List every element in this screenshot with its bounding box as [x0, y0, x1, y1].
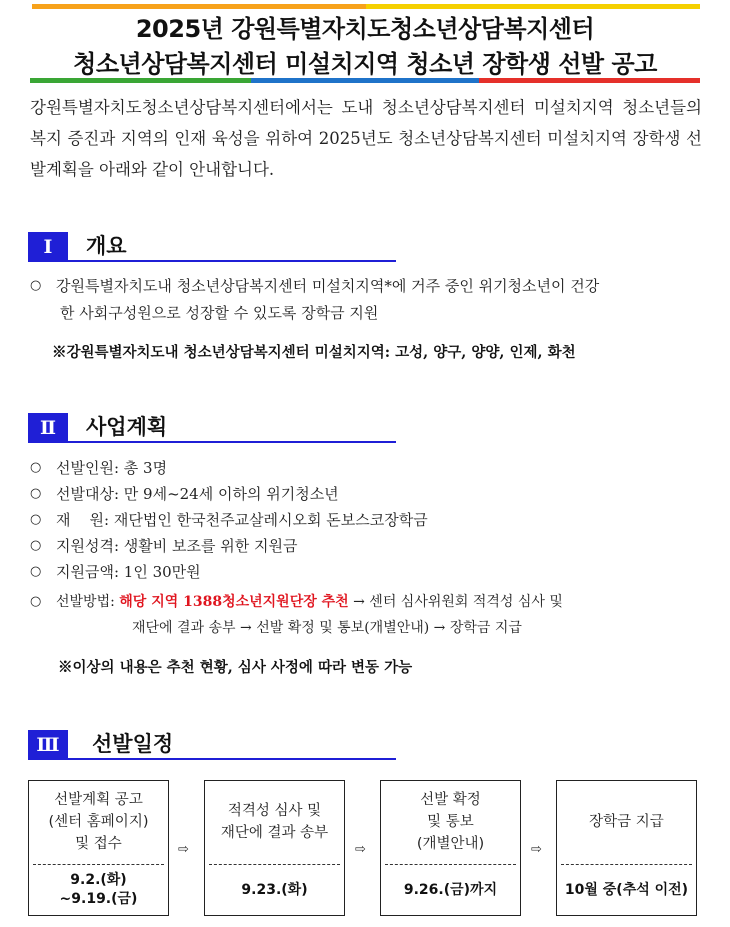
plan-item-6-label: 선발방법:	[56, 594, 120, 610]
step-1-date-end: ~9.19.(금)	[59, 891, 138, 907]
schedule-flow	[28, 780, 698, 920]
intro-paragraph: 강원특별자치도청소년상담복지센터에서는 도내 청소년상담복지센터 미설치지역 청소년들의 복지 증진과 지역의 인재 육성을 위하여 2025년도 청소년상담복지센터 미설치지역 장학생 선발계획을 아래와 같이 안내합니다.	[30, 98, 702, 179]
overview-text-line2: 한 사회구성원으로 성장할 수 있도록 장학금 지원	[60, 304, 379, 322]
step-3-line-1: 선발 확정	[420, 792, 481, 808]
section-1-underline	[68, 260, 396, 262]
step-3-line-3: (개별안내)	[416, 836, 485, 852]
schedule-step-2	[204, 780, 345, 916]
plan-item-2-text: 선발대상: 만 9세~24세 이하의 위기청소년	[56, 485, 339, 503]
step-1-line-1: 선발계획 공고	[54, 792, 143, 808]
schedule-step-4	[556, 780, 697, 916]
step-1-line-2: (센터 홈페이지)	[48, 814, 149, 830]
section-2-title: 사업계획	[86, 415, 168, 439]
bullet-circle-icon: ○	[30, 460, 42, 475]
plan-item-3-text: 재 원: 재단법인 한국천주교살레시오회 돈보스코장학금	[56, 511, 428, 529]
bottom-bar-green	[30, 78, 251, 83]
step-2-date: 9.23.(화)	[241, 881, 308, 898]
section-3-underline	[68, 758, 396, 760]
step-1-date-start: 9.2.(화)	[70, 872, 127, 888]
section-2-underline	[68, 441, 396, 443]
plan-item-5-text: 지원금액: 1인 30만원	[56, 563, 201, 581]
section-1-header	[28, 232, 398, 262]
section-1-number: Ⅰ	[28, 232, 68, 262]
bullet-circle-icon: ○	[30, 564, 42, 579]
plan-item-6-highlight: 해당 지역 1388청소년지원단장 추천	[119, 594, 349, 610]
plan-item-6-rest: → 센터 심사위원회 적격성 심사 및	[348, 594, 563, 610]
schedule-step-1	[28, 780, 169, 916]
bottom-bar-blue	[251, 78, 479, 83]
step-4-line-1: 장학금 지급	[589, 814, 664, 830]
flow-arrow-icon: ⇨	[355, 842, 366, 857]
step-1-line-3: 및 접수	[75, 836, 122, 852]
overview-note: ※강원특별자치도내 청소년상담복지센터 미설치지역: 고성, 양구, 양양, 인제, 화천	[52, 344, 576, 361]
flow-arrow-icon: ⇨	[531, 842, 542, 857]
page-title-line2: 청소년상담복지센터 미설치지역 청소년 장학생 선발 공고	[73, 50, 657, 78]
plan-item-6-line2: 재단에 결과 송부 → 선발 확정 및 통보(개별안내) → 장학금 지급	[132, 620, 522, 636]
header-bottom-color-bar	[30, 78, 700, 83]
step-3-line-2: 및 통보	[427, 814, 474, 830]
bullet-circle-icon: ○	[30, 486, 42, 501]
flow-arrow-icon: ⇨	[178, 842, 189, 857]
schedule-step-3	[380, 780, 521, 916]
section-3-title: 선발일정	[92, 732, 174, 756]
step-2-line-1: 적격성 심사 및	[227, 803, 322, 819]
step-4-date: 10월 중(추석 이전)	[564, 881, 689, 898]
section-3-header	[28, 730, 398, 760]
overview-text-line1: 강원특별자치도내 청소년상담복지센터 미설치지역*에 거주 중인 위기청소년이 건강	[56, 277, 600, 295]
bullet-circle-icon: ○	[30, 594, 42, 609]
section-3-number: Ⅲ	[28, 730, 68, 760]
bullet-circle-icon: ○	[30, 538, 42, 553]
step-3-date: 9.26.(금)까지	[403, 881, 498, 898]
section-1-title: 개요	[86, 234, 127, 258]
section-2-number: Ⅱ	[28, 413, 68, 443]
plan-item-4-text: 지원성격: 생활비 보조를 위한 지원금	[56, 537, 298, 555]
bullet-circle-icon: ○	[30, 512, 42, 527]
section-2-header	[28, 413, 398, 443]
plan-note: ※이상의 내용은 추천 현황, 심사 사정에 따라 변동 가능	[58, 659, 413, 676]
bullet-circle-icon: ○	[30, 278, 42, 293]
page-title-line1: 2025년 강원특별자치도청소년상담복지센터	[135, 15, 595, 43]
plan-item-1-text: 선발인원: 총 3명	[56, 459, 168, 477]
bottom-bar-red	[479, 78, 700, 83]
step-2-line-2: 재단에 결과 송부	[220, 825, 329, 841]
